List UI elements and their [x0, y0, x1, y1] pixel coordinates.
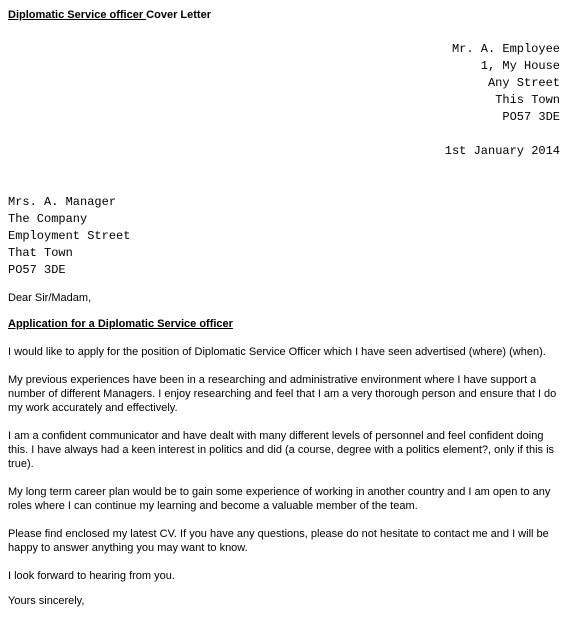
sender-address-line: Any Street [487, 76, 560, 90]
body-paragraph: I am a confident communicator and have dealt with many different levels of personnel and feel confident doing this. I have always had a keen interest in politics and did (a course, degree with a politics element?, only if this is true). [8, 430, 555, 470]
document-title [8, 8, 560, 22]
letter-date: 1st January 2014 [444, 144, 560, 158]
sender-address-line: This Town [495, 93, 560, 107]
body-paragraph: Please find enclosed my latest CV. If you have any questions, please do not hesitate to contact me and I will be happy to answer anything you may want to know. [8, 528, 549, 554]
document-title-underlined: Diplomatic Service officer [8, 9, 147, 21]
body-paragraph: My long term career plan would be to gain some experience of working in another country and I am open to any roles where I can continue my learning and become a valuable member of the team. [8, 486, 551, 512]
sender-address [8, 41, 560, 126]
sender-address-line: 1, My House [480, 59, 560, 73]
recipient-name: Mrs. A. Manager [8, 195, 117, 209]
cover-letter [8, 8, 560, 608]
recipient-address-line: The Company [8, 212, 88, 226]
closing: Yours sincerely, [8, 595, 85, 607]
letter-subject: Application for a Diplomatic Service officer [8, 318, 233, 330]
sender-postcode: PO57 3DE [502, 110, 560, 124]
body-paragraph: My previous experiences have been in a researching and administrative environment where I have support a number of different Managers. I enjoy researching and feel that I am a very thorough person and ensure that I do my work accurately and effectively. [8, 374, 557, 414]
salutation: Dear Sir/Madam, [8, 292, 92, 304]
recipient-address-line: Employment Street [8, 229, 131, 243]
body-paragraph: I look forward to hearing from you. [8, 570, 175, 582]
recipient-postcode: PO57 3DE [8, 263, 66, 277]
document-title-rest: Cover Letter [146, 9, 211, 21]
recipient-address [8, 194, 560, 279]
sender-name: Mr. A. Employee [451, 42, 560, 56]
recipient-address-line: That Town [8, 246, 73, 260]
body-paragraph: I would like to apply for the position of Diplomatic Service Officer which I have seen advertised (where) (when). [8, 346, 546, 358]
